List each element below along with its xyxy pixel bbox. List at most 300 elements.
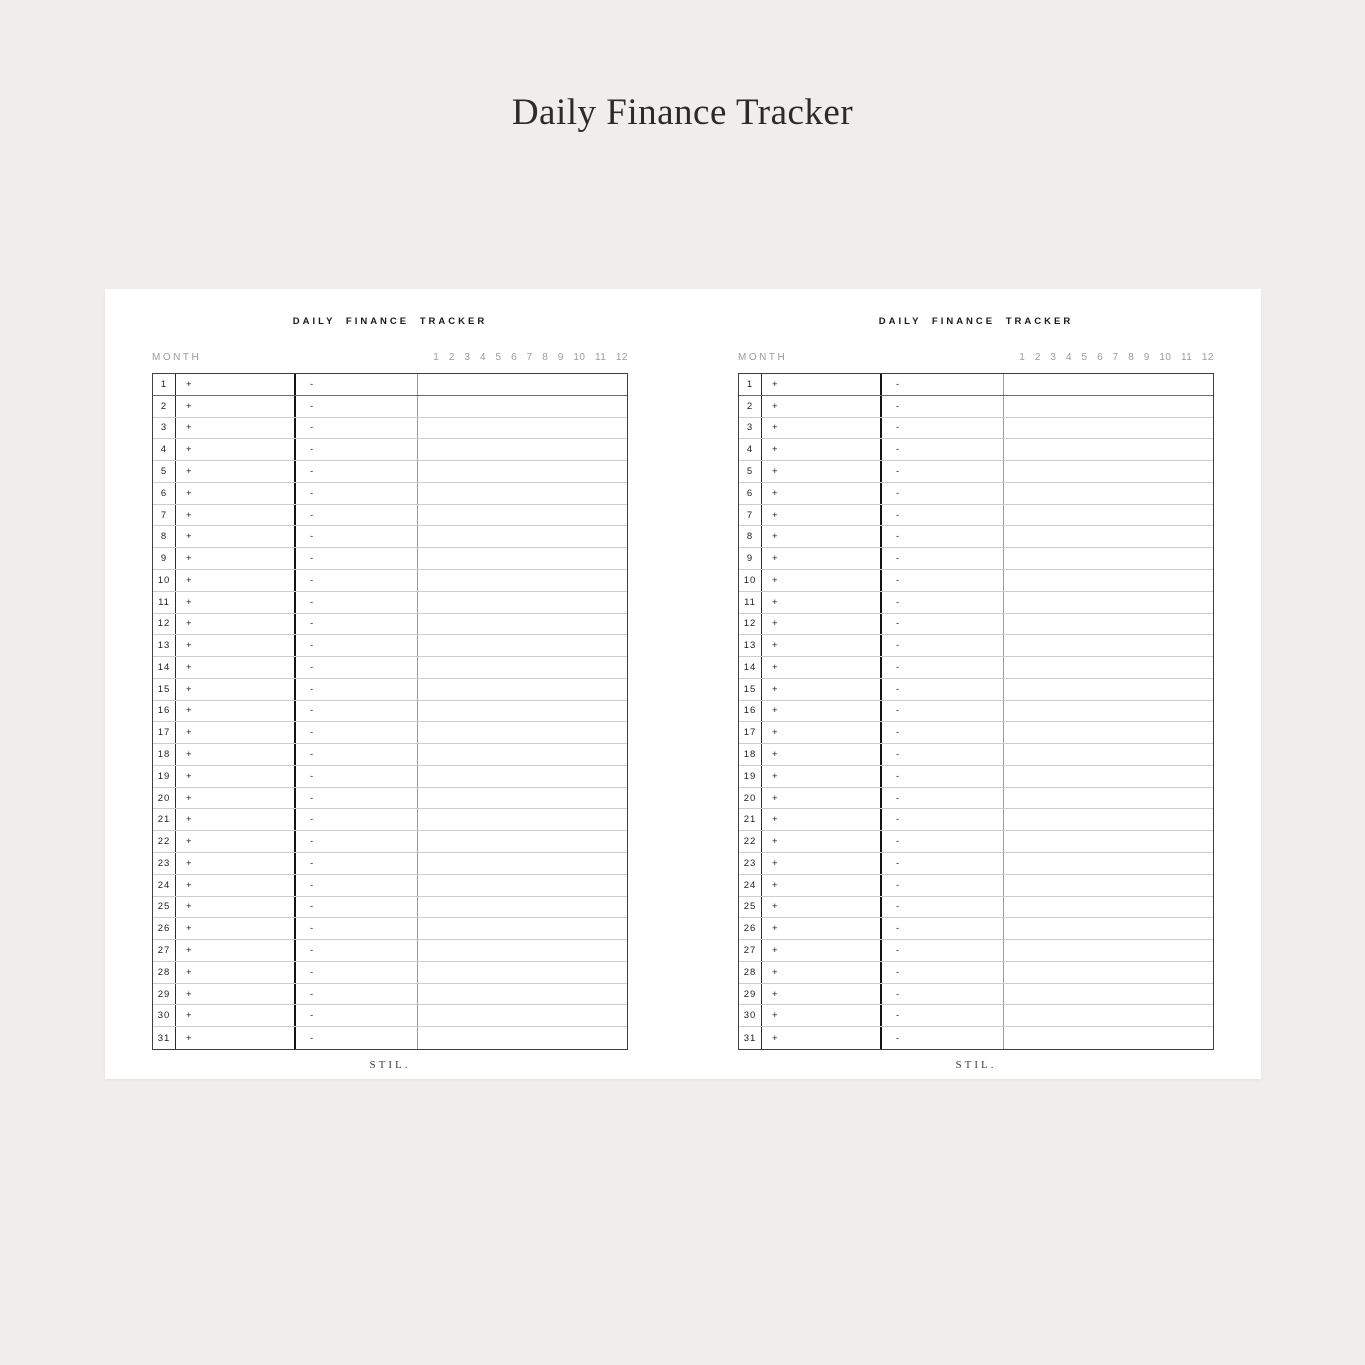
income-plus-cell: + bbox=[176, 614, 296, 635]
entry-cell bbox=[1004, 1005, 1213, 1026]
expense-minus-cell: - bbox=[296, 374, 418, 395]
day-number-cell: 28 bbox=[153, 962, 176, 983]
expense-minus-cell: - bbox=[296, 962, 418, 983]
entry-cell bbox=[418, 744, 627, 765]
expense-minus-cell: - bbox=[296, 897, 418, 918]
income-plus-cell: + bbox=[762, 679, 882, 700]
income-plus-cell: + bbox=[176, 592, 296, 613]
day-number-cell: 5 bbox=[739, 461, 762, 482]
day-number-cell: 13 bbox=[739, 635, 762, 656]
entry-cell bbox=[418, 526, 627, 547]
expense-minus-cell: - bbox=[882, 526, 1004, 547]
income-plus-cell: + bbox=[176, 418, 296, 439]
day-row bbox=[739, 701, 1213, 723]
entry-cell bbox=[1004, 483, 1213, 504]
month-number: 4 bbox=[1065, 352, 1073, 363]
expense-minus-cell: - bbox=[882, 722, 1004, 743]
day-number-cell: 30 bbox=[153, 1005, 176, 1026]
entry-cell bbox=[1004, 505, 1213, 526]
day-number-cell: 18 bbox=[739, 744, 762, 765]
month-number: 11 bbox=[1180, 352, 1193, 363]
day-number-cell: 30 bbox=[739, 1005, 762, 1026]
subheader-row bbox=[152, 347, 628, 363]
day-row bbox=[153, 1027, 627, 1049]
income-plus-cell: + bbox=[176, 635, 296, 656]
day-row bbox=[739, 374, 1213, 396]
entry-cell bbox=[418, 984, 627, 1005]
expense-minus-cell: - bbox=[882, 592, 1004, 613]
day-row bbox=[739, 984, 1213, 1006]
day-row bbox=[739, 788, 1213, 810]
income-plus-cell: + bbox=[176, 439, 296, 460]
income-plus-cell: + bbox=[176, 788, 296, 809]
expense-minus-cell: - bbox=[882, 635, 1004, 656]
income-plus-cell: + bbox=[762, 984, 882, 1005]
income-plus-cell: + bbox=[176, 1027, 296, 1049]
entry-cell bbox=[418, 809, 627, 830]
expense-minus-cell: - bbox=[296, 940, 418, 961]
month-label: MONTH bbox=[738, 352, 788, 363]
entry-cell bbox=[1004, 396, 1213, 417]
expense-minus-cell: - bbox=[296, 744, 418, 765]
month-numbers bbox=[1019, 352, 1214, 363]
income-plus-cell: + bbox=[762, 788, 882, 809]
day-row bbox=[739, 526, 1213, 548]
day-row bbox=[739, 1005, 1213, 1027]
day-row bbox=[739, 744, 1213, 766]
expense-minus-cell: - bbox=[882, 657, 1004, 678]
day-number-cell: 15 bbox=[153, 679, 176, 700]
day-number-cell: 13 bbox=[153, 635, 176, 656]
income-plus-cell: + bbox=[762, 396, 882, 417]
day-row bbox=[739, 1027, 1213, 1049]
expense-minus-cell: - bbox=[296, 657, 418, 678]
expense-minus-cell: - bbox=[882, 396, 1004, 417]
entry-cell bbox=[1004, 1027, 1213, 1049]
month-number: 6 bbox=[511, 352, 518, 363]
day-number-cell: 25 bbox=[153, 897, 176, 918]
day-row bbox=[739, 722, 1213, 744]
income-plus-cell: + bbox=[762, 483, 882, 504]
expense-minus-cell: - bbox=[882, 374, 1004, 395]
entry-cell bbox=[1004, 635, 1213, 656]
income-plus-cell: + bbox=[176, 1005, 296, 1026]
entry-cell bbox=[1004, 984, 1213, 1005]
day-number-cell: 11 bbox=[739, 592, 762, 613]
day-number-cell: 4 bbox=[739, 439, 762, 460]
income-plus-cell: + bbox=[176, 505, 296, 526]
expense-minus-cell: - bbox=[882, 483, 1004, 504]
day-number-cell: 10 bbox=[153, 570, 176, 591]
expense-minus-cell: - bbox=[296, 396, 418, 417]
day-number-cell: 6 bbox=[739, 483, 762, 504]
entry-cell bbox=[418, 461, 627, 482]
day-number-cell: 7 bbox=[153, 505, 176, 526]
tracker-heading: DAILY FINANCE TRACKER bbox=[878, 316, 1074, 327]
day-row bbox=[153, 526, 627, 548]
entry-cell bbox=[1004, 962, 1213, 983]
entry-cell bbox=[1004, 614, 1213, 635]
expense-minus-cell: - bbox=[882, 897, 1004, 918]
brand-logo: STIL. bbox=[369, 1059, 411, 1071]
entry-cell bbox=[418, 505, 627, 526]
day-number-cell: 12 bbox=[153, 614, 176, 635]
day-number-cell: 2 bbox=[153, 396, 176, 417]
entry-cell bbox=[418, 418, 627, 439]
expense-minus-cell: - bbox=[882, 744, 1004, 765]
day-row bbox=[153, 483, 627, 505]
month-number: 2 bbox=[448, 352, 455, 363]
entry-cell bbox=[418, 1027, 627, 1049]
income-plus-cell: + bbox=[176, 701, 296, 722]
income-plus-cell: + bbox=[176, 897, 296, 918]
month-number: 7 bbox=[1112, 352, 1119, 363]
expense-minus-cell: - bbox=[296, 418, 418, 439]
entry-cell bbox=[418, 657, 627, 678]
tracker-table bbox=[152, 373, 628, 1050]
planner-sheet bbox=[105, 289, 1261, 1079]
expense-minus-cell: - bbox=[296, 526, 418, 547]
day-row bbox=[739, 592, 1213, 614]
day-row bbox=[739, 853, 1213, 875]
day-row bbox=[153, 374, 627, 396]
income-plus-cell: + bbox=[762, 962, 882, 983]
day-number-cell: 7 bbox=[739, 505, 762, 526]
income-plus-cell: + bbox=[176, 831, 296, 852]
expense-minus-cell: - bbox=[882, 1027, 1004, 1049]
expense-minus-cell: - bbox=[296, 505, 418, 526]
entry-cell bbox=[1004, 918, 1213, 939]
day-number-cell: 2 bbox=[739, 396, 762, 417]
day-row bbox=[739, 918, 1213, 940]
day-number-cell: 17 bbox=[739, 722, 762, 743]
entry-cell bbox=[1004, 657, 1213, 678]
day-row bbox=[739, 439, 1213, 461]
income-plus-cell: + bbox=[762, 374, 882, 395]
day-row bbox=[739, 461, 1213, 483]
month-number: 5 bbox=[495, 352, 502, 363]
day-number-cell: 24 bbox=[739, 875, 762, 896]
expense-minus-cell: - bbox=[296, 875, 418, 896]
day-number-cell: 31 bbox=[153, 1027, 176, 1049]
income-plus-cell: + bbox=[176, 461, 296, 482]
day-row bbox=[739, 570, 1213, 592]
day-row bbox=[153, 592, 627, 614]
month-number: 3 bbox=[1050, 352, 1057, 363]
entry-cell bbox=[418, 897, 627, 918]
day-number-cell: 3 bbox=[153, 418, 176, 439]
day-number-cell: 9 bbox=[153, 548, 176, 569]
entry-cell bbox=[1004, 679, 1213, 700]
day-row bbox=[739, 483, 1213, 505]
day-row bbox=[153, 984, 627, 1006]
day-row bbox=[153, 788, 627, 810]
expense-minus-cell: - bbox=[882, 940, 1004, 961]
month-number: 6 bbox=[1097, 352, 1104, 363]
entry-cell bbox=[418, 722, 627, 743]
income-plus-cell: + bbox=[762, 439, 882, 460]
expense-minus-cell: - bbox=[882, 701, 1004, 722]
income-plus-cell: + bbox=[762, 505, 882, 526]
income-plus-cell: + bbox=[762, 875, 882, 896]
entry-cell bbox=[1004, 897, 1213, 918]
month-number: 8 bbox=[1128, 352, 1135, 363]
entry-cell bbox=[418, 766, 627, 787]
entry-cell bbox=[418, 962, 627, 983]
expense-minus-cell: - bbox=[296, 483, 418, 504]
day-row bbox=[153, 1005, 627, 1027]
day-row bbox=[153, 744, 627, 766]
day-number-cell: 14 bbox=[739, 657, 762, 678]
day-number-cell: 29 bbox=[739, 984, 762, 1005]
day-row bbox=[739, 657, 1213, 679]
day-number-cell: 1 bbox=[153, 374, 176, 395]
entry-cell bbox=[418, 592, 627, 613]
day-row bbox=[153, 570, 627, 592]
day-number-cell: 26 bbox=[153, 918, 176, 939]
day-row bbox=[739, 831, 1213, 853]
day-number-cell: 21 bbox=[153, 809, 176, 830]
day-row bbox=[153, 505, 627, 527]
day-number-cell: 16 bbox=[739, 701, 762, 722]
day-number-cell: 20 bbox=[153, 788, 176, 809]
income-plus-cell: + bbox=[176, 396, 296, 417]
entry-cell bbox=[418, 875, 627, 896]
day-number-cell: 8 bbox=[153, 526, 176, 547]
entry-cell bbox=[1004, 526, 1213, 547]
expense-minus-cell: - bbox=[296, 635, 418, 656]
income-plus-cell: + bbox=[762, 940, 882, 961]
expense-minus-cell: - bbox=[882, 962, 1004, 983]
expense-minus-cell: - bbox=[882, 918, 1004, 939]
expense-minus-cell: - bbox=[882, 788, 1004, 809]
entry-cell bbox=[1004, 831, 1213, 852]
expense-minus-cell: - bbox=[296, 679, 418, 700]
day-row bbox=[153, 722, 627, 744]
day-row bbox=[739, 940, 1213, 962]
day-number-cell: 25 bbox=[739, 897, 762, 918]
expense-minus-cell: - bbox=[882, 984, 1004, 1005]
entry-cell bbox=[418, 918, 627, 939]
day-row bbox=[739, 809, 1213, 831]
income-plus-cell: + bbox=[762, 853, 882, 874]
month-number: 10 bbox=[1159, 352, 1172, 363]
expense-minus-cell: - bbox=[296, 809, 418, 830]
day-row bbox=[739, 766, 1213, 788]
entry-cell bbox=[418, 396, 627, 417]
month-number: 3 bbox=[464, 352, 471, 363]
day-number-cell: 22 bbox=[739, 831, 762, 852]
day-number-cell: 27 bbox=[153, 940, 176, 961]
income-plus-cell: + bbox=[176, 744, 296, 765]
entry-cell bbox=[418, 635, 627, 656]
entry-cell bbox=[418, 701, 627, 722]
income-plus-cell: + bbox=[762, 744, 882, 765]
tracker-table bbox=[738, 373, 1214, 1050]
month-number: 12 bbox=[615, 352, 628, 363]
entry-cell bbox=[418, 679, 627, 700]
day-number-cell: 23 bbox=[153, 853, 176, 874]
entry-cell bbox=[418, 831, 627, 852]
day-row bbox=[739, 679, 1213, 701]
day-number-cell: 16 bbox=[153, 701, 176, 722]
day-number-cell: 15 bbox=[739, 679, 762, 700]
expense-minus-cell: - bbox=[882, 809, 1004, 830]
expense-minus-cell: - bbox=[882, 831, 1004, 852]
day-row bbox=[739, 505, 1213, 527]
expense-minus-cell: - bbox=[296, 570, 418, 591]
day-number-cell: 4 bbox=[153, 439, 176, 460]
month-number: 9 bbox=[557, 352, 564, 363]
day-row bbox=[739, 396, 1213, 418]
income-plus-cell: + bbox=[176, 809, 296, 830]
income-plus-cell: + bbox=[176, 853, 296, 874]
entry-cell bbox=[418, 940, 627, 961]
day-number-cell: 12 bbox=[739, 614, 762, 635]
income-plus-cell: + bbox=[762, 461, 882, 482]
expense-minus-cell: - bbox=[296, 614, 418, 635]
day-row bbox=[153, 809, 627, 831]
day-row bbox=[153, 766, 627, 788]
brand-logo: STIL. bbox=[955, 1059, 997, 1071]
day-row bbox=[739, 875, 1213, 897]
day-number-cell: 20 bbox=[739, 788, 762, 809]
month-number: 1 bbox=[433, 352, 440, 363]
expense-minus-cell: - bbox=[296, 701, 418, 722]
entry-cell bbox=[418, 374, 627, 395]
day-row bbox=[153, 439, 627, 461]
expense-minus-cell: - bbox=[882, 679, 1004, 700]
day-row bbox=[153, 461, 627, 483]
day-row bbox=[153, 875, 627, 897]
income-plus-cell: + bbox=[762, 1005, 882, 1026]
entry-cell bbox=[1004, 374, 1213, 395]
income-plus-cell: + bbox=[762, 570, 882, 591]
month-number: 5 bbox=[1081, 352, 1088, 363]
entry-cell bbox=[1004, 788, 1213, 809]
income-plus-cell: + bbox=[762, 657, 882, 678]
expense-minus-cell: - bbox=[296, 722, 418, 743]
entry-cell bbox=[418, 439, 627, 460]
day-number-cell: 27 bbox=[739, 940, 762, 961]
day-number-cell: 24 bbox=[153, 875, 176, 896]
month-number: 10 bbox=[573, 352, 586, 363]
income-plus-cell: + bbox=[176, 766, 296, 787]
income-plus-cell: + bbox=[762, 897, 882, 918]
day-number-cell: 11 bbox=[153, 592, 176, 613]
day-row bbox=[153, 418, 627, 440]
income-plus-cell: + bbox=[762, 701, 882, 722]
entry-cell bbox=[1004, 744, 1213, 765]
entry-cell bbox=[418, 570, 627, 591]
day-row bbox=[153, 918, 627, 940]
entry-cell bbox=[418, 788, 627, 809]
day-row bbox=[153, 396, 627, 418]
entry-cell bbox=[1004, 940, 1213, 961]
day-number-cell: 17 bbox=[153, 722, 176, 743]
day-row bbox=[153, 897, 627, 919]
day-number-cell: 8 bbox=[739, 526, 762, 547]
entry-cell bbox=[1004, 418, 1213, 439]
expense-minus-cell: - bbox=[882, 439, 1004, 460]
expense-minus-cell: - bbox=[882, 614, 1004, 635]
month-number: 12 bbox=[1201, 352, 1214, 363]
income-plus-cell: + bbox=[762, 526, 882, 547]
income-plus-cell: + bbox=[762, 918, 882, 939]
subheader-row bbox=[738, 347, 1214, 363]
income-plus-cell: + bbox=[762, 548, 882, 569]
entry-cell bbox=[1004, 461, 1213, 482]
expense-minus-cell: - bbox=[882, 461, 1004, 482]
income-plus-cell: + bbox=[176, 962, 296, 983]
entry-cell bbox=[1004, 548, 1213, 569]
expense-minus-cell: - bbox=[882, 418, 1004, 439]
day-number-cell: 19 bbox=[739, 766, 762, 787]
page-title: Daily Finance Tracker bbox=[511, 92, 854, 133]
day-number-cell: 10 bbox=[739, 570, 762, 591]
month-label: MONTH bbox=[152, 352, 202, 363]
expense-minus-cell: - bbox=[296, 831, 418, 852]
income-plus-cell: + bbox=[176, 918, 296, 939]
entry-cell bbox=[418, 548, 627, 569]
expense-minus-cell: - bbox=[296, 788, 418, 809]
entry-cell bbox=[418, 1005, 627, 1026]
entry-cell bbox=[1004, 809, 1213, 830]
month-number: 1 bbox=[1019, 352, 1026, 363]
entry-cell bbox=[1004, 570, 1213, 591]
day-number-cell: 23 bbox=[739, 853, 762, 874]
income-plus-cell: + bbox=[176, 570, 296, 591]
entry-cell bbox=[418, 614, 627, 635]
expense-minus-cell: - bbox=[296, 1005, 418, 1026]
income-plus-cell: + bbox=[176, 526, 296, 547]
day-row bbox=[153, 831, 627, 853]
day-number-cell: 18 bbox=[153, 744, 176, 765]
month-number: 9 bbox=[1143, 352, 1150, 363]
month-number: 11 bbox=[594, 352, 607, 363]
month-numbers bbox=[433, 352, 628, 363]
income-plus-cell: + bbox=[762, 418, 882, 439]
tracker-heading: DAILY FINANCE TRACKER bbox=[292, 316, 488, 327]
day-number-cell: 9 bbox=[739, 548, 762, 569]
day-number-cell: 26 bbox=[739, 918, 762, 939]
expense-minus-cell: - bbox=[296, 461, 418, 482]
entry-cell bbox=[1004, 722, 1213, 743]
day-row bbox=[739, 897, 1213, 919]
day-row bbox=[739, 962, 1213, 984]
entry-cell bbox=[1004, 592, 1213, 613]
day-row bbox=[153, 940, 627, 962]
expense-minus-cell: - bbox=[296, 1027, 418, 1049]
expense-minus-cell: - bbox=[882, 1005, 1004, 1026]
income-plus-cell: + bbox=[176, 657, 296, 678]
day-number-cell: 19 bbox=[153, 766, 176, 787]
entry-cell bbox=[1004, 439, 1213, 460]
income-plus-cell: + bbox=[762, 722, 882, 743]
day-row bbox=[739, 635, 1213, 657]
income-plus-cell: + bbox=[762, 809, 882, 830]
day-row bbox=[153, 657, 627, 679]
expense-minus-cell: - bbox=[882, 853, 1004, 874]
month-number: 2 bbox=[1034, 352, 1041, 363]
expense-minus-cell: - bbox=[882, 548, 1004, 569]
day-row bbox=[153, 679, 627, 701]
day-number-cell: 21 bbox=[739, 809, 762, 830]
day-number-cell: 29 bbox=[153, 984, 176, 1005]
day-number-cell: 5 bbox=[153, 461, 176, 482]
entry-cell bbox=[1004, 875, 1213, 896]
day-row bbox=[153, 701, 627, 723]
